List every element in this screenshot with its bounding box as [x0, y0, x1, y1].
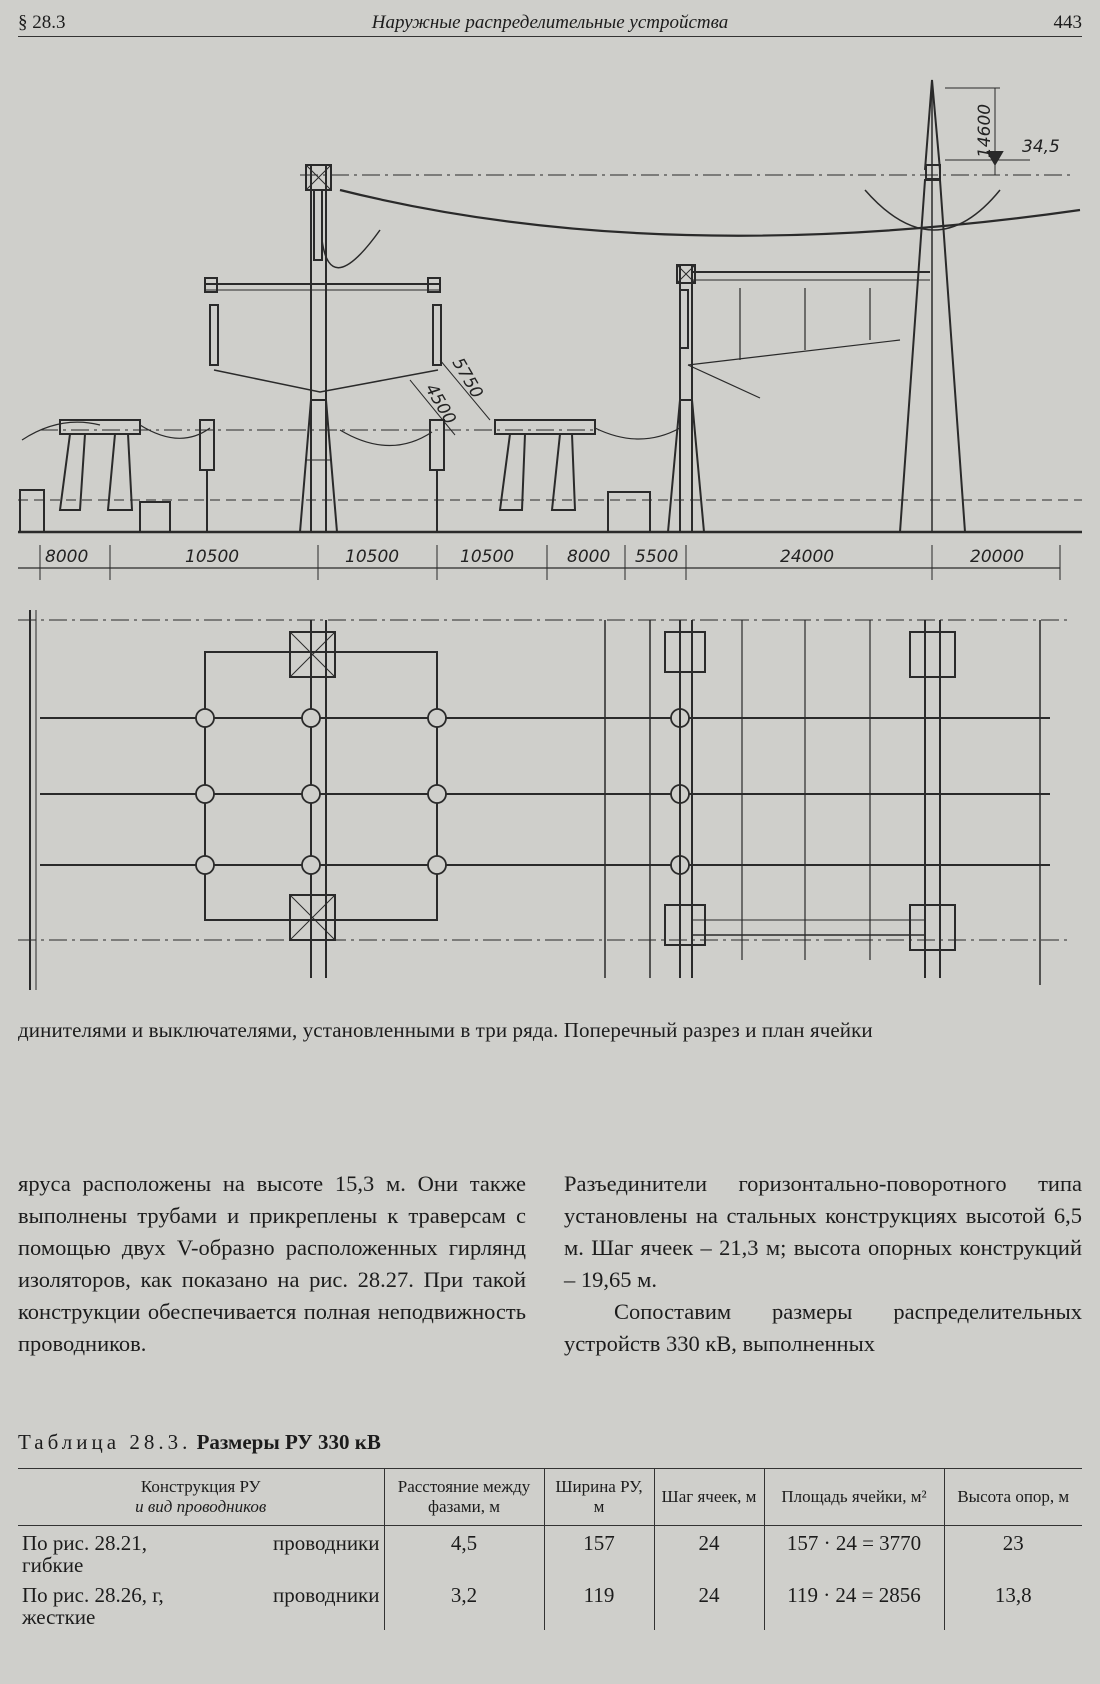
dim-label-2: 10500	[185, 547, 240, 567]
column-header: Площадь ячейки, м²	[764, 1469, 944, 1526]
running-header	[18, 6, 1082, 37]
dim-label-6: 5500	[635, 547, 679, 567]
dim-label-diag-2: 4500	[420, 380, 460, 428]
substation-drawing	[0, 40, 1100, 1000]
column-header: Конструкция РУ и вид проводников	[18, 1469, 384, 1526]
table-cell: 23	[944, 1526, 1082, 1579]
table-caption	[18, 1430, 381, 1455]
dim-label-3: 10500	[345, 547, 400, 567]
paragraph: Сопоставим размеры распределительных устройств 330 кВ, выполненных	[564, 1299, 1082, 1356]
figure-caption: динителями и выключателями, установленными в три ряда. Поперечный разрез и план ячейки	[18, 1018, 873, 1042]
dim-label-5: 8000	[567, 547, 611, 567]
table-label: Таблица 28.3.	[18, 1430, 192, 1454]
column-header: Ширина РУ, м	[544, 1469, 654, 1526]
dim-label-8: 20000	[970, 547, 1025, 567]
text-column-right	[564, 1168, 1082, 1360]
dim-label-7: 24000	[780, 547, 835, 567]
table-cell: 24	[654, 1578, 764, 1630]
dim-label-height: 14600	[975, 103, 995, 158]
table-row	[18, 1578, 1082, 1630]
running-title: Наружные распределительные устройства	[371, 12, 729, 33]
table-cell: 119	[544, 1578, 654, 1630]
table-cell: 24	[654, 1526, 764, 1579]
table-cell: 119 · 24 = 2856	[764, 1578, 944, 1630]
table-row	[18, 1526, 1082, 1579]
data-table	[18, 1468, 1082, 1630]
table-title: Размеры РУ 330 кВ	[196, 1430, 381, 1454]
paragraph: яруса расположены на высоте 15,3 м. Они также выполнены трубами и прикреплены к траверсам с помощью двух V-образно расположенных гирлянд изоляторов, как показано на рис. 28.27. При такой конструкции обеспечивается полная неподвижность проводников.	[18, 1171, 526, 1356]
dim-label-4: 10500	[460, 547, 515, 567]
dim-label-diag-1: 5750	[447, 354, 487, 402]
table-cell: 13,8	[944, 1578, 1082, 1630]
section-number: § 28.3	[18, 12, 66, 33]
column-header: Шаг ячеек, м	[654, 1469, 764, 1526]
table-cell: 157 · 24 = 3770	[764, 1526, 944, 1579]
table-cell: По рис. 28.26, г, проводники жесткие	[22, 1583, 380, 1629]
column-header: Высота опор, м	[944, 1469, 1082, 1526]
paragraph: Разъединители горизонтально-поворотного типа установлены на стальных конструкциях высотой 6,5 м. Шаг ячеек – 21,3 м; высота опорных конструкций – 19,65 м.	[564, 1171, 1082, 1292]
table-cell: 4,5	[384, 1526, 544, 1579]
table-cell: По рис. 28.21, проводники гибкие	[22, 1531, 380, 1577]
table-cell: 3,2	[384, 1578, 544, 1630]
text-column-left	[18, 1168, 526, 1360]
column-header: Расстояние между фазами, м	[384, 1469, 544, 1526]
dim-label-level: 34,5	[1022, 137, 1060, 157]
page-number: 443	[1053, 12, 1082, 33]
dim-label-1: 8000	[45, 547, 89, 567]
table-header-row	[18, 1469, 1082, 1526]
table-cell: 157	[544, 1526, 654, 1579]
